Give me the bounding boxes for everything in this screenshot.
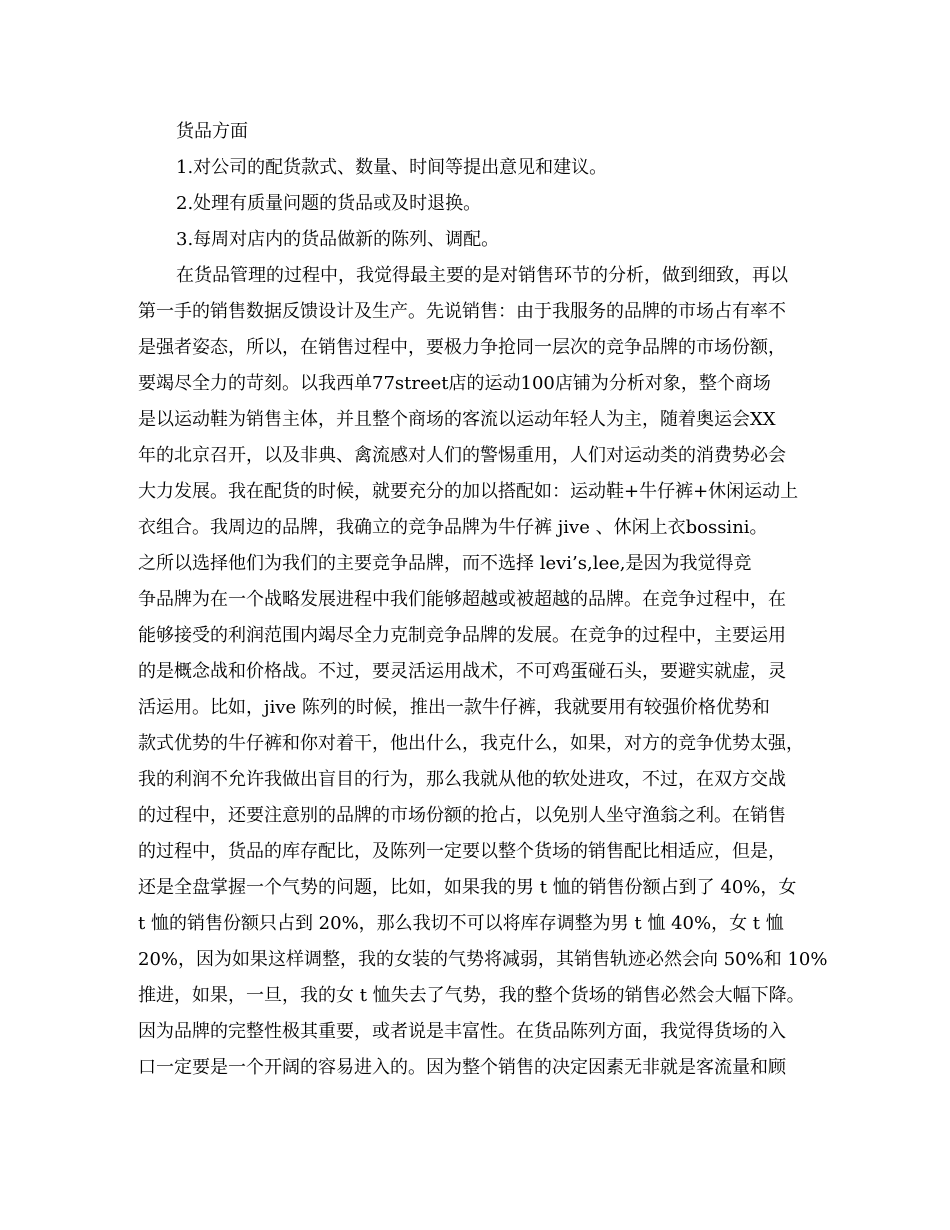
list-item: 2.处理有质量问题的货品或及时退换。 — [176, 193, 482, 214]
paragraph-line: 的过程中，还要注意别的品牌的市场份额的抢占，以免别人坐守渔翁之利。在销售 — [138, 805, 786, 826]
paragraph-line: 是以运动鞋为销售主体，并且整个商场的客流以运动年轻人为主，随着奥运会XX — [138, 409, 776, 430]
paragraph-line: 口一定要是一个开阔的容易进入的。因为整个销售的决定因素无非就是客流量和顾 — [138, 1057, 786, 1078]
paragraph-line: 还是全盘掌握一个气势的问题，比如，如果我的男 t 恤的销售份额占到了 40%，女 — [138, 877, 797, 898]
list-item: 1.对公司的配货款式、数量、时间等提出意见和建议。 — [176, 157, 608, 178]
section-heading: 货品方面 — [176, 121, 248, 142]
paragraph-line: 是强者姿态，所以，在销售过程中，要极力争抢同一层次的竞争品牌的市场份额， — [138, 337, 786, 358]
paragraph-line: 款式优势的牛仔裤和你对着干，他出什么，我克什么，如果，对方的竞争优势太强， — [138, 733, 804, 754]
paragraph-line: 年的北京召开，以及非典、禽流感对人们的警惕重用，人们对运动类的消费势必会 — [138, 445, 786, 466]
paragraph-line: t 恤的销售份额只占到 20%，那么我切不可以将库存调整为男 t 恤 40%，女 t 恤 — [138, 913, 784, 934]
paragraph-line: 要竭尽全力的苛刻。以我西单77street店的运动100店铺为分析对象，整个商场 — [138, 373, 771, 394]
paragraph-line: 我的利润不允许我做出盲目的行为，那么我就从他的软处进攻，不过，在双方交战 — [138, 769, 786, 790]
paragraph-line: 20%，因为如果这样调整，我的女装的气势将减弱，其销售轨迹必然会向 50%和 10% — [138, 949, 828, 970]
paragraph-line: 因为品牌的完整性极其重要，或者说是丰富性。在货品陈列方面，我觉得货场的入 — [138, 1021, 786, 1042]
paragraph-line: 活运用。比如，jive 陈列的时候，推出一款牛仔裤，我就要用有较强价格优势和 — [138, 697, 770, 718]
paragraph-line: 的过程中，货品的库存配比，及陈列一定要以整个货场的销售配比相适应，但是， — [138, 841, 786, 862]
paragraph-line: 衣组合。我周边的品牌，我确立的竞争品牌为牛仔裤 jive 、休闲上衣bossini。 — [138, 517, 768, 538]
paragraph-line: 争品牌为在一个战略发展进程中我们能够超越或被超越的品牌。在竞争过程中，在 — [138, 589, 786, 610]
paragraph-line: 第一手的销售数据反馈设计及生产。先说销售：由于我服务的品牌的市场占有率不 — [138, 301, 786, 322]
paragraph-line: 能够接受的利润范围内竭尽全力克制竞争品牌的发展。在竞争的过程中，主要运用 — [138, 625, 786, 646]
list-item: 3.每周对店内的货品做新的陈列、调配。 — [176, 229, 500, 250]
paragraph-line: 的是概念战和价格战。不过，要灵活运用战术，不可鸡蛋碰石头，要避实就虚，灵 — [138, 661, 786, 682]
paragraph-line: 在货品管理的过程中，我觉得最主要的是对销售环节的分析，做到细致，再以 — [176, 265, 788, 286]
paragraph-line: 推进，如果，一旦，我的女 t 恤失去了气势，我的整个货场的销售必然会大幅下降。 — [138, 985, 805, 1006]
paragraph-line: 之所以选择他们为我们的主要竞争品牌，而不选择 levi’s,lee,是因为我觉得竞 — [138, 553, 752, 574]
paragraph-line: 大力发展。我在配货的时候，就要充分的加以搭配如：运动鞋+牛仔裤+休闲运动上 — [138, 481, 799, 502]
